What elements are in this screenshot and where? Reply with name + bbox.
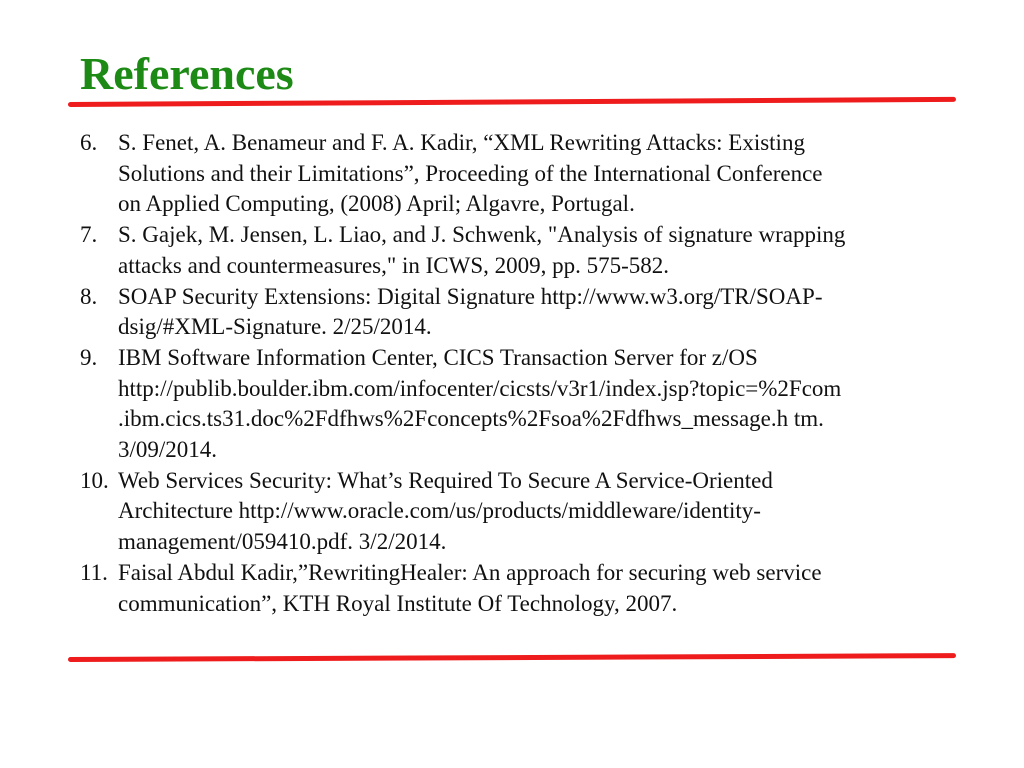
reference-item [80,466,940,558]
reference-text [118,466,940,558]
reference-line: http://publib.boulder.ibm.com/infocenter/cicsts/v3r1/index.jsp?topic=%2Fcom [118,375,842,401]
reference-line: Solutions and their Limitations”, Proceeding of the International Conference [118,160,823,186]
reference-number: 10. [80,467,109,493]
reference-line: Faisal Abdul Kadir,”RewritingHealer: An approach for securing web service [118,559,822,585]
reference-line: Web Services Security: What’s Required To Secure A Service-Oriented [118,467,773,493]
reference-line: S. Fenet, A. Benameur and F. A. Kadir, “XML Rewriting Attacks: Existing [118,130,805,155]
reference-line: management/059410.pdf. 3/2/2014. [118,529,447,555]
reference-number: 9. [80,344,98,370]
bottom-divider [68,653,956,662]
reference-line: IBM Software Information Center, CICS Transaction Server for z/OS [118,344,758,370]
reference-item [80,558,940,619]
reference-item [80,282,940,343]
reference-number: 11. [80,559,108,585]
reference-text [118,128,940,220]
reference-text [118,220,940,281]
reference-item [80,220,940,281]
reference-list [80,128,940,619]
reference-number: 7. [80,222,98,248]
reference-number: 8. [80,283,98,309]
reference-line: .ibm.cics.ts31.doc%2Fdfhws%2Fconcepts%2Fsoa%2Fdfhws_message.h tm. [118,406,824,432]
reference-line: S. Gajek, M. Jensen, L. Liao, and J. Schwenk, "Analysis of signature wrapping [118,222,846,248]
reference-line: attacks and countermeasures," in ICWS, 2009, pp. 575-582. [118,252,670,278]
reference-line: on Applied Computing, (2008) April; Algavre, Portugal. [118,191,635,217]
reference-line: communication”, KTH Royal Institute Of Technology, 2007. [118,590,678,616]
reference-line: Architecture http://www.oracle.com/us/products/middleware/identity- [118,498,761,524]
reference-item [80,128,940,220]
reference-line: 3/09/2014. [118,437,218,463]
reference-line: SOAP Security Extensions: Digital Signature http://www.w3.org/TR/SOAP- [118,283,823,309]
reference-number: 6. [80,130,98,155]
reference-text [118,282,940,343]
reference-item [80,343,940,466]
reference-text [118,343,940,466]
reference-line: dsig/#XML-Signature. 2/25/2014. [118,314,432,340]
reference-text [118,558,940,619]
slide-title: References [80,48,294,99]
